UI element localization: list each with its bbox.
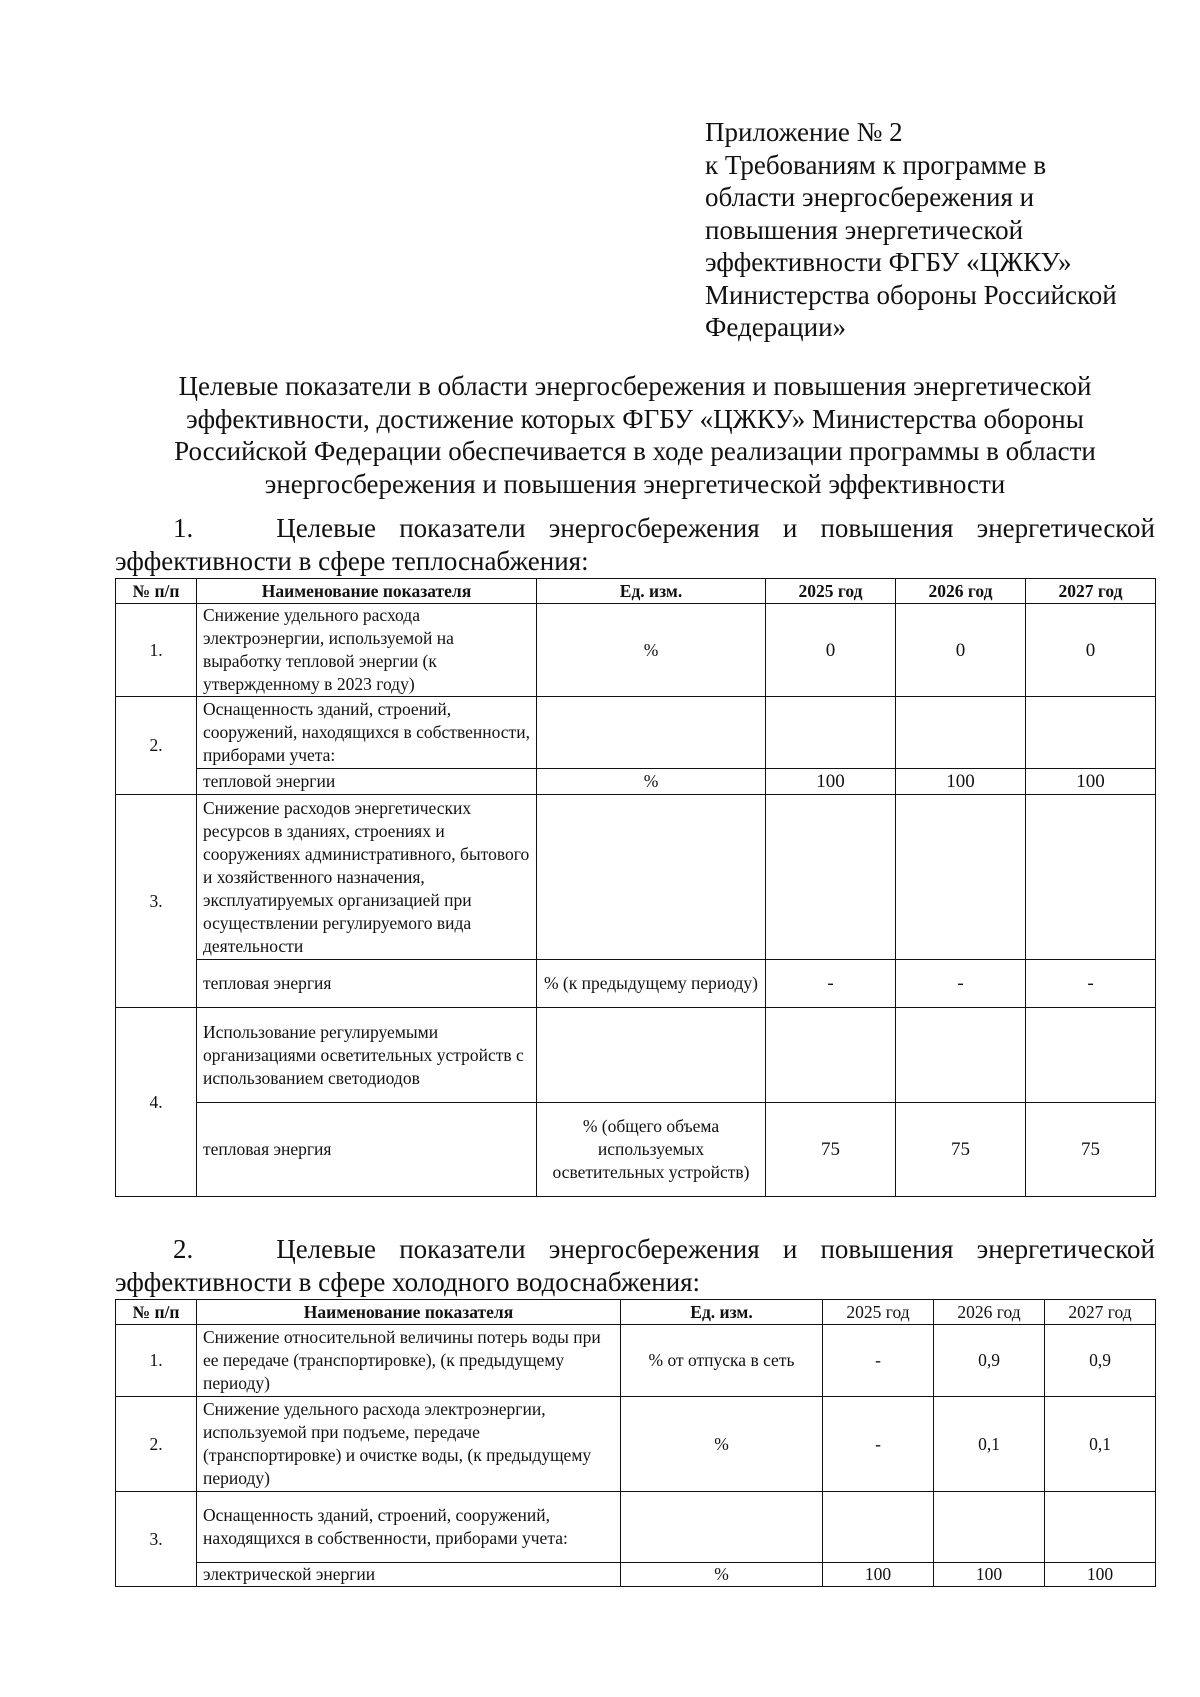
table-subrow — [116, 960, 1156, 1008]
value-2025: 100 — [823, 1563, 934, 1587]
value-2025: 75 — [766, 1103, 896, 1197]
section-2-heading-line2: эффективности в сфере холодного водоснабжения: — [115, 1266, 701, 1297]
table-row — [116, 604, 1156, 697]
document-title — [115, 370, 1155, 500]
value-2027: 75 — [1026, 1103, 1156, 1197]
header-2027: 2027 год — [1026, 579, 1156, 604]
table-subrow — [116, 1103, 1156, 1197]
appendix-line: эффективности ФГБУ «ЦЖКУ» — [705, 247, 1072, 277]
header-2027: 2027 год — [1045, 1300, 1156, 1325]
row-number: 3. — [116, 1492, 197, 1587]
heading-word: повышения — [820, 1234, 954, 1264]
table-row — [116, 1492, 1156, 1563]
value-2026: 75 — [896, 1103, 1026, 1197]
heading-word: повышения — [820, 513, 954, 543]
heading-word: энергосбережения — [548, 1234, 760, 1264]
appendix-line: Министерства обороны Российской — [705, 279, 1117, 310]
table-row — [116, 1325, 1156, 1397]
appendix-line: Приложение № 2 — [705, 117, 903, 147]
section-2-heading — [115, 1233, 1155, 1298]
indicator-subname: тепловой энергии — [197, 769, 537, 795]
heading-word: Целевые — [276, 1234, 377, 1264]
section-2-number: 2. — [173, 1234, 194, 1264]
indicator-name: Снижение расходов энергетических ресурсов в зданиях, строениях и сооружениях административного, бытового и хозяйственного назначения, эксплуатируемых организацией при осуществлении регулируемого вида деятельности — [197, 795, 537, 960]
unit-cell: % (общего объема используемых осветительных устройств) — [537, 1103, 766, 1197]
value-2026: - — [896, 960, 1026, 1008]
value-2026: 100 — [896, 769, 1026, 795]
appendix-header — [705, 116, 1155, 344]
heat-supply-table — [115, 578, 1156, 1197]
header-2026: 2026 год — [896, 579, 1026, 604]
row-number: 1. — [116, 1325, 197, 1397]
empty-cell — [1026, 1008, 1156, 1103]
empty-cell — [766, 697, 896, 769]
value-2025: - — [766, 960, 896, 1008]
section-1-number: 1. — [173, 513, 194, 543]
row-number: 4. — [116, 1008, 197, 1197]
section-1-heading — [115, 512, 1155, 577]
table-header-row — [116, 579, 1156, 604]
indicator-name: Снижение относительной величины потерь воды при ее передаче (транспортировке), (к предыдущему периоду) — [197, 1325, 621, 1397]
empty-cell — [537, 795, 766, 960]
empty-cell — [823, 1492, 934, 1563]
appendix-line: повышения энергетической — [705, 214, 1024, 245]
value-2027: 100 — [1045, 1563, 1156, 1587]
header-name: Наименование показателя — [197, 579, 537, 604]
empty-cell — [537, 697, 766, 769]
appendix-line: области энергосбережения и — [705, 182, 1035, 212]
title-line: Целевые показатели в области энергосбережения и повышения энергетической — [178, 371, 1092, 401]
appendix-line: к Требованиям к программе в — [705, 149, 1047, 180]
indicator-subname: тепловая энергия — [197, 1103, 537, 1197]
heading-word: показатели — [399, 1234, 526, 1264]
heading-word: энергетической — [976, 1234, 1155, 1264]
value-2025: 0 — [766, 604, 896, 697]
empty-cell — [1045, 1492, 1156, 1563]
title-line: энергосбережения и повышения энергетической эффективности — [264, 468, 1006, 499]
heading-word: и — [782, 513, 798, 543]
row-number: 3. — [116, 795, 197, 1008]
value-2027: 0,9 — [1045, 1325, 1156, 1397]
title-line: Российской Федерации обеспечивается в ходе реализации программы в области — [174, 436, 1096, 466]
empty-cell — [934, 1492, 1045, 1563]
table-subrow — [116, 1563, 1156, 1587]
header-unit: Ед. изм. — [621, 1300, 823, 1325]
value-2026: 0 — [896, 604, 1026, 697]
indicator-name: Оснащенность зданий, строений, сооружений, находящихся в собственности, приборами учета: — [197, 697, 537, 769]
value-2026: 0,9 — [934, 1325, 1045, 1397]
table-row — [116, 1008, 1156, 1103]
table-subrow — [116, 769, 1156, 795]
header-name: Наименование показателя — [197, 1300, 621, 1325]
value-2026: 100 — [934, 1563, 1045, 1587]
empty-cell — [621, 1492, 823, 1563]
empty-cell — [1026, 795, 1156, 960]
value-2027: 0 — [1026, 604, 1156, 697]
indicator-name: Снижение удельного расхода электроэнергии, используемой при подъеме, передаче (транспортировке) и очистке воды, (к предыдущему периоду) — [197, 1397, 621, 1492]
value-2025: 100 — [766, 769, 896, 795]
row-number: 1. — [116, 604, 197, 697]
indicator-name: Снижение удельного расхода электроэнергии, используемой на выработку тепловой энергии (к утвержденному в 2023 году) — [197, 604, 537, 697]
table-row — [116, 1397, 1156, 1492]
empty-cell — [537, 1008, 766, 1103]
empty-cell — [896, 1008, 1026, 1103]
table-row — [116, 795, 1156, 960]
appendix-line: Федерации» — [705, 312, 847, 342]
title-line: эффективности, достижение которых ФГБУ «ЦЖКУ» Министерства обороны — [186, 403, 1084, 434]
value-2027: 0,1 — [1045, 1397, 1156, 1492]
empty-cell — [896, 795, 1026, 960]
value-2026: 0,1 — [934, 1397, 1045, 1492]
indicator-name: Использование регулируемыми организациями осветительных устройств с использованием светодиодов — [197, 1008, 537, 1103]
table-row — [116, 697, 1156, 769]
value-2025: - — [823, 1325, 934, 1397]
indicator-subname: электрической энергии — [197, 1563, 621, 1587]
empty-cell — [766, 1008, 896, 1103]
value-2027: 100 — [1026, 769, 1156, 795]
unit-cell: % от отпуска в сеть — [621, 1325, 823, 1397]
row-number: 2. — [116, 1397, 197, 1492]
unit-cell: % — [621, 1563, 823, 1587]
empty-cell — [766, 795, 896, 960]
indicator-name: Оснащенность зданий, строений, сооружений, находящихся в собственности, приборами учета: — [197, 1492, 621, 1563]
cold-water-supply-table — [115, 1299, 1156, 1587]
unit-cell: % (к предыдущему периоду) — [537, 960, 766, 1008]
header-num: № п/п — [116, 1300, 197, 1325]
header-num: № п/п — [116, 579, 197, 604]
header-unit: Ед. изм. — [537, 579, 766, 604]
header-2025: 2025 год — [823, 1300, 934, 1325]
header-2026: 2026 год — [934, 1300, 1045, 1325]
row-number: 2. — [116, 697, 197, 795]
heading-word: и — [782, 1234, 798, 1264]
heading-word: энергетической — [976, 513, 1155, 543]
value-2027: - — [1026, 960, 1156, 1008]
unit-cell: % — [537, 604, 766, 697]
heading-word: энергосбережения — [548, 513, 760, 543]
indicator-subname: тепловая энергия — [197, 960, 537, 1008]
section-1-heading-line2: эффективности в сфере теплоснабжения: — [115, 545, 589, 576]
unit-cell: % — [537, 769, 766, 795]
header-2025: 2025 год — [766, 579, 896, 604]
heading-word: Целевые — [276, 513, 377, 543]
empty-cell — [896, 697, 1026, 769]
value-2025: - — [823, 1397, 934, 1492]
table-header-row — [116, 1300, 1156, 1325]
empty-cell — [1026, 697, 1156, 769]
unit-cell: % — [621, 1397, 823, 1492]
heading-word: показатели — [399, 513, 526, 543]
